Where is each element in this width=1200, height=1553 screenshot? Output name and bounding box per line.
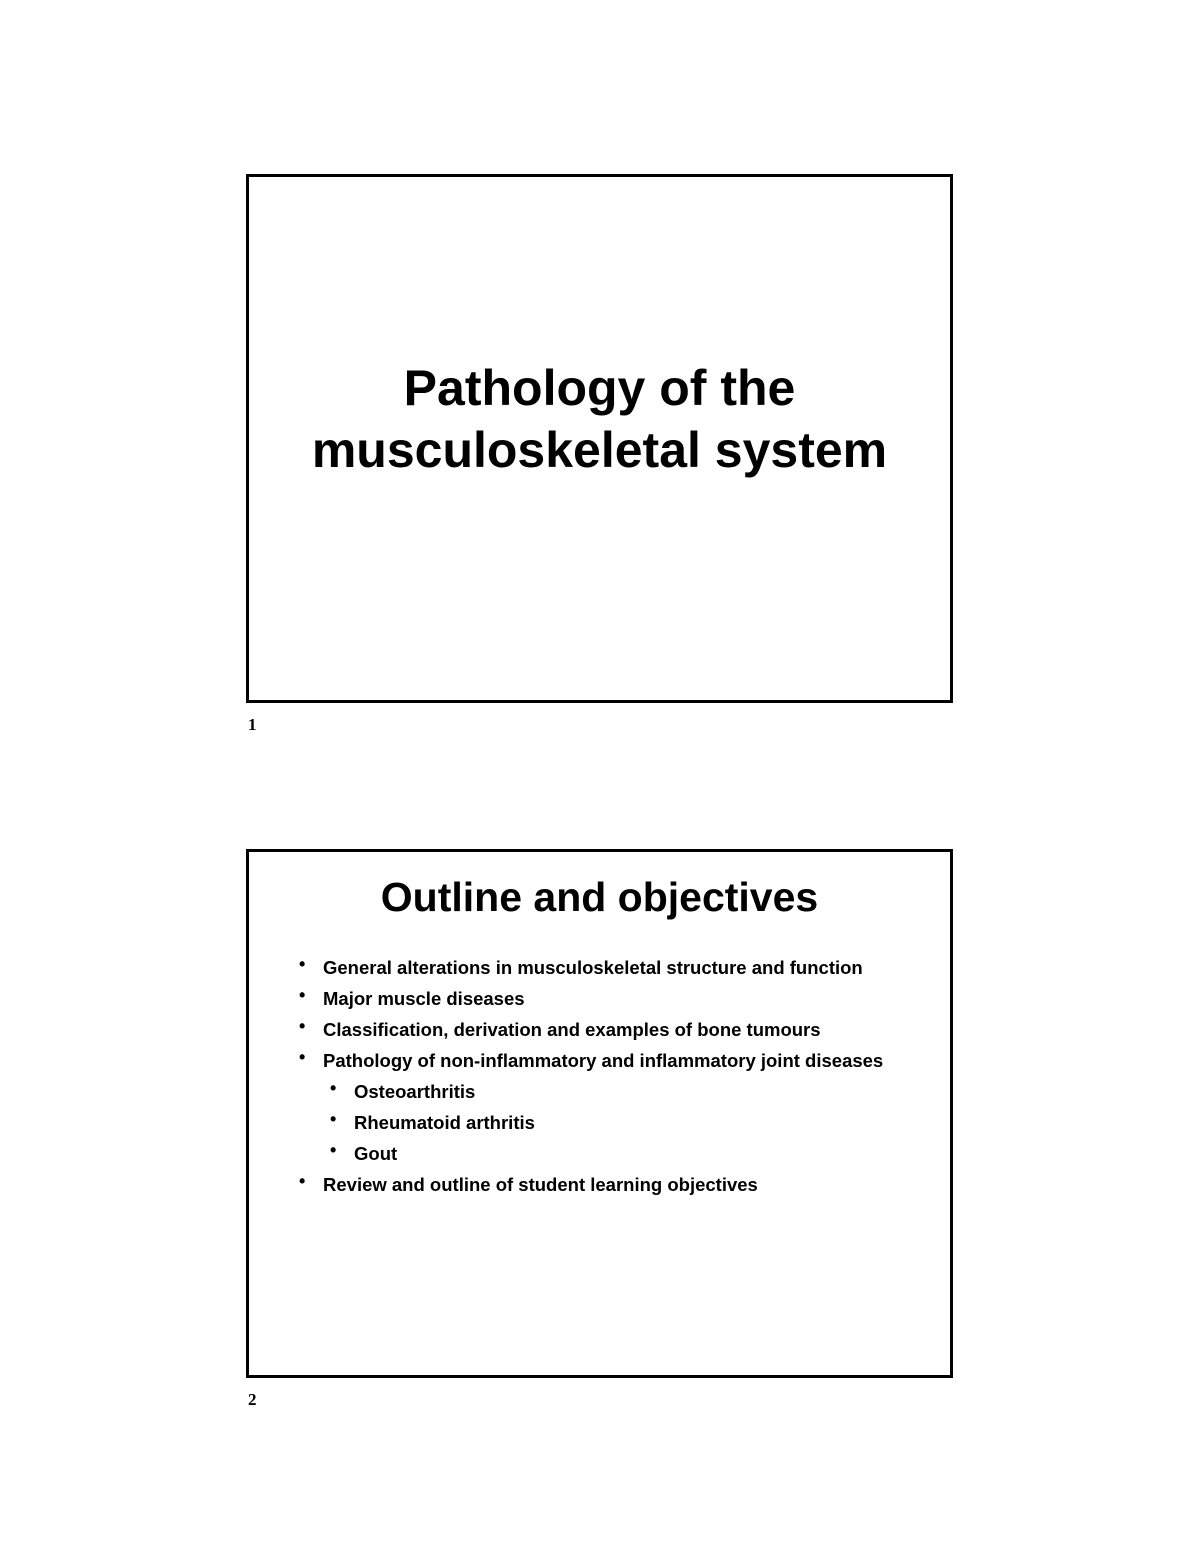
objective-text: Classification, derivation and examples of bone tumours <box>323 1019 821 1040</box>
objective-subitem <box>330 1111 903 1134</box>
bullet-icon: • <box>299 1171 306 1191</box>
bullet-icon: • <box>299 1047 306 1067</box>
objective-text: Review and outline of student learning objectives <box>323 1174 758 1195</box>
bullet-icon: • <box>299 954 306 974</box>
slide-2-number: 2 <box>248 1390 257 1409</box>
objective-text: General alterations in musculoskeletal structure and function <box>323 957 863 978</box>
bullet-icon: • <box>330 1078 337 1098</box>
bullet-icon: • <box>330 1140 337 1160</box>
slide-1-title <box>249 357 950 481</box>
objective-subitem-text: Gout <box>354 1143 398 1164</box>
objective-item <box>299 1173 903 1196</box>
objective-subitem <box>330 1080 903 1103</box>
objective-item <box>299 1018 903 1041</box>
objective-text: Pathology of non-inflammatory and inflammatory joint diseases <box>323 1050 884 1071</box>
objective-item <box>299 987 903 1010</box>
objective-item <box>299 956 903 979</box>
objective-subitem <box>330 1142 903 1165</box>
bullet-icon: • <box>299 985 306 1005</box>
objective-subitem-text: Rheumatoid arthritis <box>354 1112 535 1133</box>
objectives-list <box>299 956 903 1204</box>
slide-1-title-line-1: Pathology of the <box>403 360 796 416</box>
slide-1-title-line-2: musculoskeletal system <box>311 422 888 478</box>
bullet-icon: • <box>330 1109 337 1129</box>
slide-2-title: Outline and objectives <box>380 874 819 920</box>
bullet-icon: • <box>299 1016 306 1036</box>
slide-1 <box>246 174 953 703</box>
objective-text: Major muscle diseases <box>323 988 525 1009</box>
slide-1-number: 1 <box>248 715 257 734</box>
objective-subitem-text: Osteoarthritis <box>354 1081 476 1102</box>
objective-item <box>299 1049 903 1072</box>
slide-2 <box>246 849 953 1378</box>
